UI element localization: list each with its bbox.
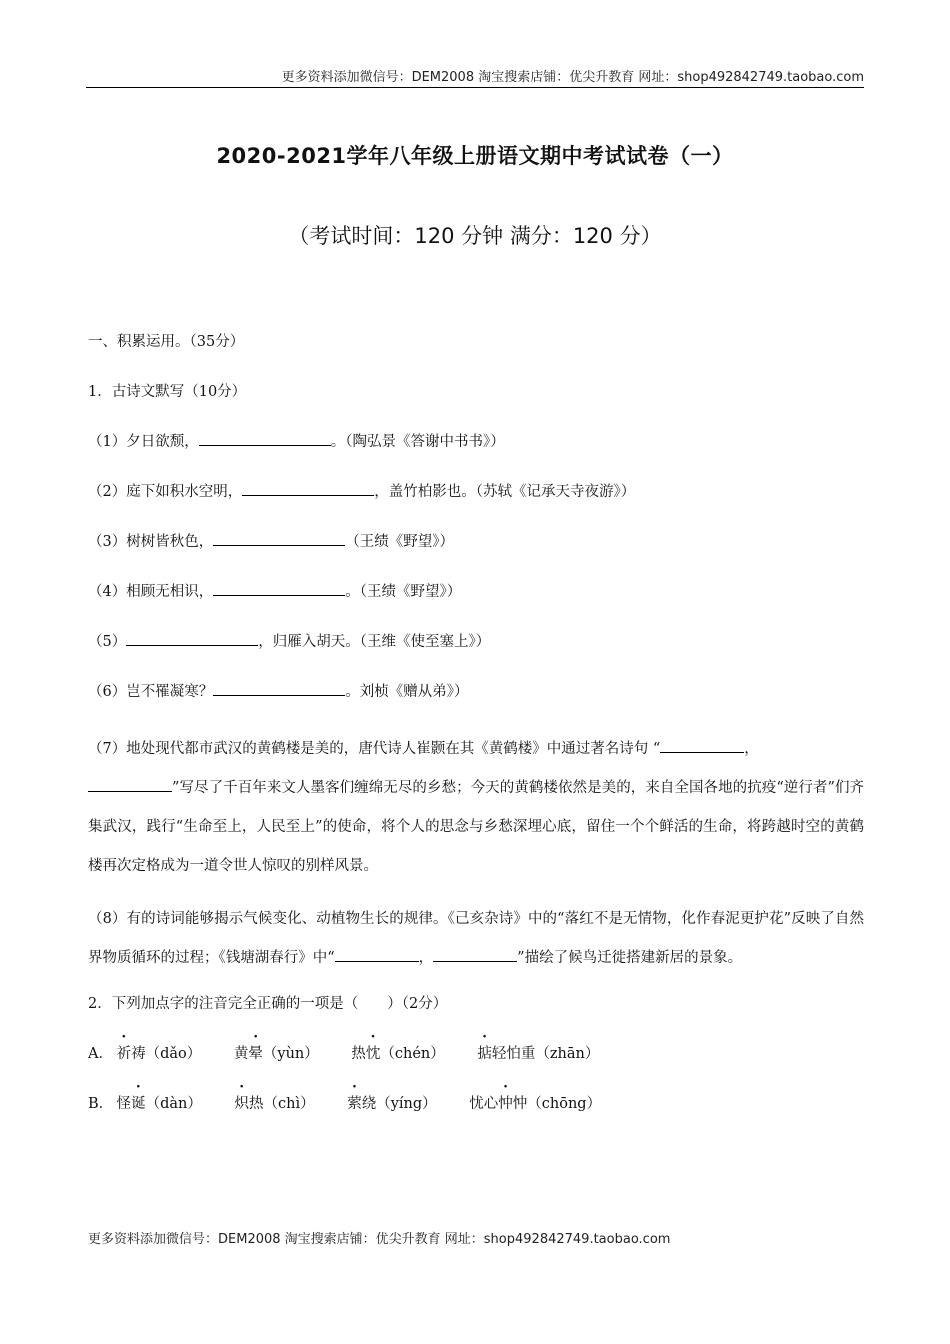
answer-blank[interactable] — [213, 580, 345, 596]
option-word: 怪诞（dàn） — [117, 1092, 202, 1117]
dotted-char: 诞 — [131, 1096, 146, 1112]
answer-blank[interactable] — [126, 630, 258, 646]
item-text: （7）地处现代都市武汉的黄鹤楼是美的，唐代诗人崔颢在其《黄鹤楼》中通过著名诗句 “ — [88, 741, 661, 757]
dotted-char: 忱 — [365, 1046, 381, 1062]
answer-blank[interactable] — [242, 480, 374, 496]
dotted-char: 忡 — [498, 1096, 513, 1112]
option-b-row[interactable] — [88, 1092, 864, 1117]
question-1-item — [88, 430, 864, 455]
header-rule — [86, 87, 864, 88]
option-word: 忧心忡忡（chōng） — [469, 1092, 601, 1117]
option-word: 黄晕（yùn） — [234, 1042, 319, 1067]
dotted-char: 萦 — [347, 1096, 362, 1112]
option-word: 炽热（chì） — [234, 1092, 314, 1117]
dotted-char: 祈 — [116, 1046, 132, 1062]
item-suffix: （王绩《野望》） — [345, 534, 454, 550]
dotted-char: 炽 — [234, 1096, 249, 1112]
item-text: ”写尽了千百年来文人墨客们缠绵无尽的乡愁；今天的黄鹤楼依然是美的，来自全国各地的抗疫“逆行者”们齐集武汉，践行“生命至上，人民至上”的使命，将个人的思念与乡愁深埋心底，留住一个个鲜活的生命，将跨越时空的黄鹤楼再次定格成为一道令世人惊叹的别样风景。 — [88, 780, 864, 874]
option-a-row[interactable] — [88, 1042, 864, 1067]
item-text: ， — [744, 741, 759, 757]
question-1-item — [88, 630, 864, 655]
question-1-item — [88, 580, 864, 605]
item-prefix: （1）夕日欲颓， — [88, 434, 199, 450]
item-prefix: （4）相顾无相识， — [88, 584, 214, 600]
item-suffix: 。（王绩《野望》） — [345, 584, 462, 600]
item-prefix: （6）岂不罹凝寒？ — [88, 684, 214, 700]
option-b-label: B． — [88, 1096, 114, 1112]
item-prefix: （3）树树皆秋色， — [88, 534, 214, 550]
question-1-item-8 — [88, 900, 864, 978]
item-suffix: 。（陶弘景《答谢中书书》） — [330, 434, 505, 450]
dotted-char: 掂 — [477, 1046, 492, 1062]
item-prefix: （2）庭下如积水空明， — [88, 484, 243, 500]
question-1-item — [88, 680, 864, 705]
option-word: 萦绕（yíng） — [347, 1092, 436, 1117]
item-text: ”描绘了候鸟迁徙搭建新居的景象。 — [517, 950, 743, 966]
answer-blank[interactable] — [199, 430, 331, 446]
option-word: 祈祷（dǎo） — [117, 1042, 202, 1067]
item-text: （8）有的诗词能够揭示气候变化、动植物生长的规律。《己亥杂诗》中的“落红不是无情物，化作春泥更护花”反映了自然界物质循环的过程；《钱塘湖春行》中“ — [88, 911, 864, 966]
answer-blank[interactable] — [213, 530, 345, 546]
footer-note: 更多资料添加微信号：DEM2008 淘宝搜索店铺：优尖升教育 网址：shop492842749.taobao.com — [88, 1232, 671, 1247]
item-suffix: 。刘桢《赠从弟》） — [345, 684, 469, 700]
question-1-heading: 1．古诗文默写（10分） — [88, 384, 247, 400]
item-prefix: （5） — [88, 634, 127, 650]
question-2-heading: 2．下列加点字的注音完全正确的一项是（ ）（2分） — [88, 996, 448, 1012]
header-note: 更多资料添加微信号：DEM2008 淘宝搜索店铺：优尖升教育 网址：shop492842749.taobao.com — [281, 70, 864, 85]
item-suffix: ，盖竹柏影也。（苏轼《记承天寺夜游》） — [374, 484, 636, 500]
page-subtitle: （考试时间：120 分钟 满分：120 分） — [288, 224, 662, 248]
dotted-char: 晕 — [248, 1046, 263, 1062]
answer-blank[interactable] — [213, 680, 345, 696]
answer-blank[interactable] — [660, 737, 744, 753]
question-1-item — [88, 530, 864, 555]
page-title: 2020-2021学年八年级上册语文期中考试试卷（一） — [216, 144, 734, 168]
option-word: 热忱（chén） — [351, 1042, 444, 1067]
exam-content — [88, 330, 864, 1142]
item-text: ， — [418, 950, 434, 966]
answer-blank[interactable] — [88, 776, 172, 792]
question-1-item-7 — [88, 730, 864, 886]
section-heading: 一、积累运用。（35分） — [88, 334, 245, 350]
question-1-item — [88, 480, 864, 505]
item-suffix: ，归雁入胡天。（王维《使至塞上》） — [258, 634, 491, 650]
option-word: 掂轻怕重（zhān） — [477, 1042, 599, 1067]
option-a-label: A． — [88, 1046, 113, 1062]
answer-blank[interactable] — [433, 946, 517, 962]
answer-blank[interactable] — [335, 946, 419, 962]
